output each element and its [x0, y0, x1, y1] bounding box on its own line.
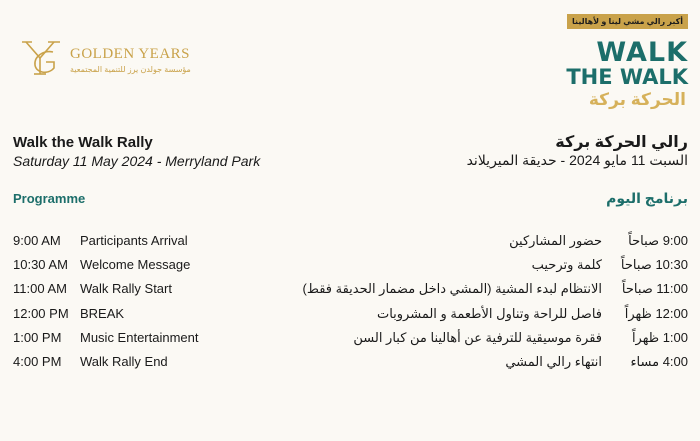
row-event-ar: حضور المشاركين	[509, 233, 602, 248]
programme-row	[0, 327, 700, 351]
row-time-en: 10:30 AM	[13, 257, 68, 273]
event-title-ar: رالي الحركة بركة	[555, 134, 688, 151]
walk-the-walk-tagline: أكبر رالي مشي لينا و لأهالينا	[567, 14, 688, 29]
row-event-en: Participants Arrival	[80, 233, 188, 248]
golden-years-subtitle: مؤسسة جولدن يرز للتنمية المجتمعية	[70, 65, 191, 74]
event-title-en: Walk the Walk Rally	[13, 134, 153, 151]
programme-row	[0, 303, 700, 327]
row-event-ar: فقرة موسيقية للترفية عن أهالينا من كبار السن	[353, 329, 602, 345]
row-event-ar: الانتظام لبدء المشية (المشي داخل مضمار الحديقة فقط)	[302, 281, 602, 297]
golden-years-emblem-icon	[20, 38, 66, 82]
walk-the-walk-line1: WALK	[596, 37, 688, 68]
row-event-en: Walk Rally End	[80, 353, 168, 369]
row-time-en: 9:00 AM	[13, 233, 61, 248]
row-time-ar: 1:00 ظهراً	[631, 329, 688, 345]
programme-row	[0, 254, 700, 278]
event-subtitle-ar: السبت 11 مايو 2024 - حديقة الميريلاند	[466, 152, 688, 168]
row-event-ar: فاصل للراحة وتناول الأطعمة و المشروبات	[376, 305, 602, 321]
row-time-en: 12:00 PM	[13, 305, 69, 321]
row-event-ar: كلمة وترحيب	[531, 257, 602, 273]
row-event-en: BREAK	[80, 305, 125, 321]
golden-years-logo	[20, 38, 220, 82]
row-event-en: Music Entertainment	[80, 329, 199, 345]
row-time-ar: 10:30 صباحاً	[620, 257, 688, 273]
programme-heading-ar: برنامج اليوم	[606, 190, 688, 206]
walk-the-walk-logo	[566, 14, 688, 114]
row-time-ar: 12:00 ظهراً	[624, 305, 688, 321]
walk-the-walk-line2: THE WALK	[566, 65, 688, 89]
programme-row	[0, 230, 700, 254]
row-event-en: Walk Rally Start	[80, 281, 172, 297]
event-subtitle-en: Saturday 11 May 2024 - Merryland Park	[13, 153, 261, 169]
row-time-en: 1:00 PM	[13, 329, 62, 345]
row-time-en: 11:00 AM	[13, 281, 67, 297]
row-time-en: 4:00 PM	[13, 353, 62, 369]
programme-row	[0, 351, 700, 375]
row-time-ar: 11:00 صباحاً	[621, 281, 688, 297]
programme-list	[0, 230, 700, 375]
row-event-en: Welcome Message	[80, 257, 191, 273]
row-time-ar: 4:00 مساء	[630, 353, 688, 369]
programme-row	[0, 278, 700, 302]
row-event-ar: انتهاء رالي المشي	[505, 353, 602, 369]
walk-the-walk-arabic: الحركة بركة	[588, 90, 686, 109]
row-time-ar: 9:00 صباحاً	[628, 233, 688, 248]
programme-heading-en: Programme	[13, 191, 86, 206]
golden-years-title: GOLDEN YEARS	[70, 46, 191, 62]
